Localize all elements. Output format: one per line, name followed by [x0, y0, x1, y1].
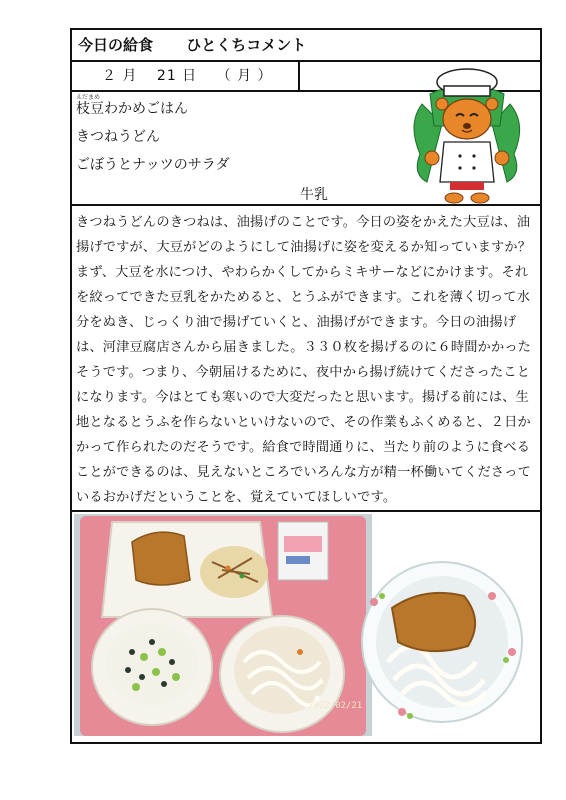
chef-hat-icon: [437, 69, 497, 96]
mascot-face: [436, 98, 498, 139]
menu-item-rice: 枝豆わかめごはん: [76, 101, 188, 117]
comment-body: きつねうどんのきつねは、油揚げのことです。今日の姿をかえた大豆は、油揚げですが、大豆がどのようにして油揚げに姿を変えるか知っていますか？まず、大豆を水につけ、やわらかくしてからミキサーなどにかけます。それを絞ってできた豆乳をかためると、とうふができます。これを薄く切って水分をぬき、じっくり油で揚げていくと、油揚げができます。今日の油揚げは、河津豆腐店さんから届きました。３３０枚を揚げるのに６時間かかったそうです。つまり、今朝届けるために、夜中から揚げ続けてくださったことになります。今はとても寒いので大変だったと思います。揚げる前には、生地となるとうふを作らないといけないので、その作業もふくめると、２日かかって作られたのだそうです。給食で時間通りに、当たり前のように食べることができるのは、見えないところでいろんな方が精一杯働いてくださっているおかげだということを、覚えていてほしいです。: [76, 215, 532, 505]
date-day: 21 日: [156, 68, 198, 84]
menu-item-udon: きつねうどん: [76, 129, 160, 145]
udon-aburaage-topping: [392, 593, 475, 651]
menu-ruby-edamame: えだまめ: [76, 94, 101, 101]
mascot-illustration: [402, 64, 532, 204]
date-row: [72, 62, 300, 92]
date-month: ２ 月: [102, 68, 138, 84]
menu-item-salad: ごぼうとナッツのサラダ: [76, 157, 230, 173]
lunch-comment-sheet: [70, 28, 542, 744]
date-weekday: （ 月 ）: [216, 68, 273, 84]
header-row: [72, 30, 540, 62]
menu-item-milk: 牛乳: [300, 187, 328, 203]
photo-timestamp: 2022/02/21: [308, 701, 363, 711]
mascot-body: [425, 142, 509, 203]
aburaage-dish: [132, 532, 190, 585]
page-subtitle: ひとくちコメント: [186, 36, 307, 54]
lunch-photo: [72, 512, 540, 740]
page-title: 今日の給食: [78, 36, 154, 54]
photo-section: [72, 510, 540, 742]
